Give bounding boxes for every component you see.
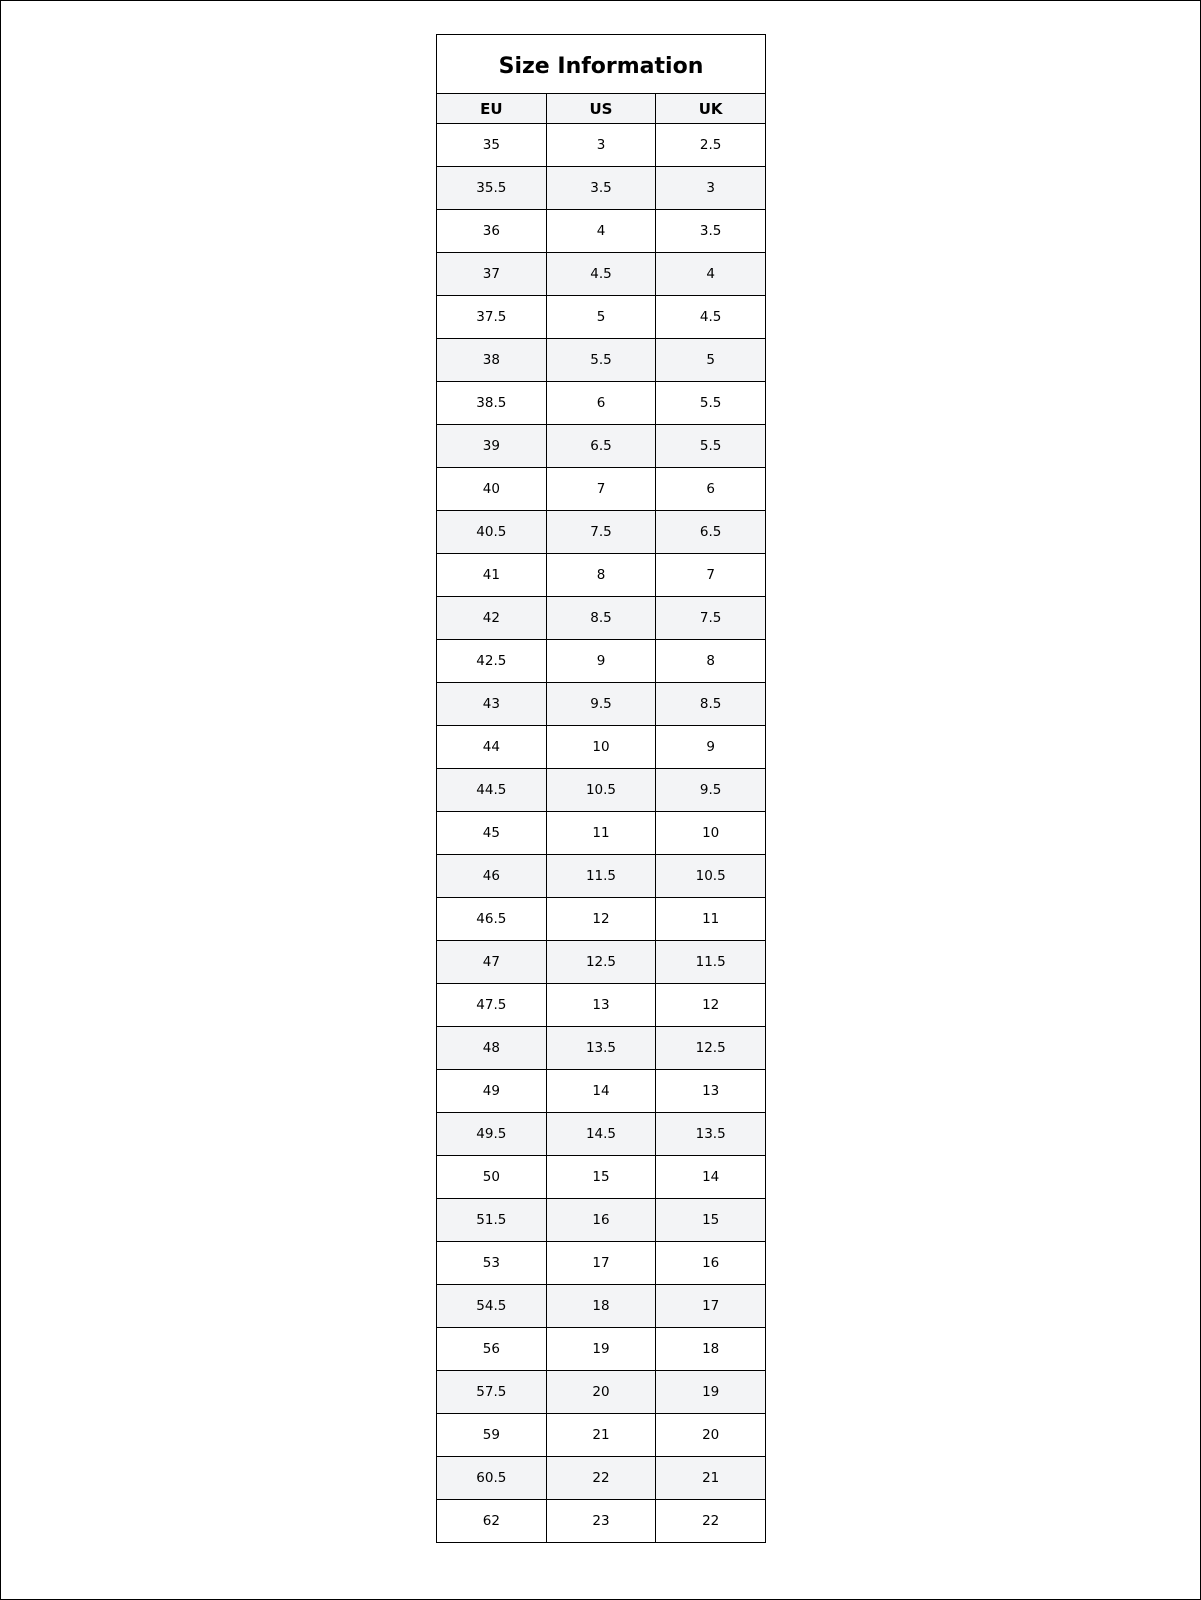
cell-eu: 48 bbox=[437, 1027, 547, 1070]
cell-uk: 9 bbox=[656, 726, 766, 769]
cell-uk: 5.5 bbox=[656, 425, 766, 468]
cell-uk: 19 bbox=[656, 1371, 766, 1414]
cell-uk: 10.5 bbox=[656, 855, 766, 898]
cell-uk: 4.5 bbox=[656, 296, 766, 339]
cell-us: 3 bbox=[546, 124, 656, 167]
column-header-eu: EU bbox=[437, 94, 547, 124]
cell-uk: 10 bbox=[656, 812, 766, 855]
cell-uk: 5 bbox=[656, 339, 766, 382]
cell-us: 12 bbox=[546, 898, 656, 941]
cell-us: 8 bbox=[546, 554, 656, 597]
cell-eu: 47 bbox=[437, 941, 547, 984]
table-row bbox=[437, 1027, 766, 1070]
cell-eu: 54.5 bbox=[437, 1285, 547, 1328]
cell-us: 16 bbox=[546, 1199, 656, 1242]
cell-uk: 20 bbox=[656, 1414, 766, 1457]
table-row bbox=[437, 1371, 766, 1414]
table-row bbox=[437, 124, 766, 167]
cell-us: 6.5 bbox=[546, 425, 656, 468]
cell-eu: 49 bbox=[437, 1070, 547, 1113]
cell-eu: 35.5 bbox=[437, 167, 547, 210]
cell-us: 21 bbox=[546, 1414, 656, 1457]
cell-eu: 60.5 bbox=[437, 1457, 547, 1500]
cell-us: 12.5 bbox=[546, 941, 656, 984]
cell-us: 9.5 bbox=[546, 683, 656, 726]
cell-uk: 7.5 bbox=[656, 597, 766, 640]
table-row bbox=[437, 425, 766, 468]
table-row bbox=[437, 296, 766, 339]
cell-eu: 49.5 bbox=[437, 1113, 547, 1156]
table-row bbox=[437, 1328, 766, 1371]
table-row bbox=[437, 1414, 766, 1457]
title-row bbox=[437, 35, 766, 94]
cell-eu: 37 bbox=[437, 253, 547, 296]
cell-eu: 44.5 bbox=[437, 769, 547, 812]
cell-uk: 12 bbox=[656, 984, 766, 1027]
table-row bbox=[437, 468, 766, 511]
cell-eu: 43 bbox=[437, 683, 547, 726]
cell-us: 4 bbox=[546, 210, 656, 253]
table-row bbox=[437, 812, 766, 855]
cell-uk: 9.5 bbox=[656, 769, 766, 812]
cell-uk: 22 bbox=[656, 1500, 766, 1543]
cell-eu: 57.5 bbox=[437, 1371, 547, 1414]
cell-us: 7 bbox=[546, 468, 656, 511]
cell-eu: 46.5 bbox=[437, 898, 547, 941]
table-row bbox=[437, 1500, 766, 1543]
table-row bbox=[437, 1070, 766, 1113]
table-row bbox=[437, 726, 766, 769]
table-row bbox=[437, 597, 766, 640]
cell-us: 15 bbox=[546, 1156, 656, 1199]
cell-eu: 59 bbox=[437, 1414, 547, 1457]
cell-eu: 40 bbox=[437, 468, 547, 511]
cell-eu: 56 bbox=[437, 1328, 547, 1371]
cell-eu: 37.5 bbox=[437, 296, 547, 339]
cell-uk: 13.5 bbox=[656, 1113, 766, 1156]
table-row bbox=[437, 640, 766, 683]
cell-us: 22 bbox=[546, 1457, 656, 1500]
header-row bbox=[437, 94, 766, 124]
cell-us: 14 bbox=[546, 1070, 656, 1113]
cell-eu: 53 bbox=[437, 1242, 547, 1285]
table-row bbox=[437, 683, 766, 726]
table-row bbox=[437, 1199, 766, 1242]
cell-uk: 17 bbox=[656, 1285, 766, 1328]
cell-us: 14.5 bbox=[546, 1113, 656, 1156]
cell-us: 18 bbox=[546, 1285, 656, 1328]
cell-uk: 18 bbox=[656, 1328, 766, 1371]
cell-uk: 6.5 bbox=[656, 511, 766, 554]
cell-us: 10 bbox=[546, 726, 656, 769]
cell-us: 3.5 bbox=[546, 167, 656, 210]
table-row bbox=[437, 984, 766, 1027]
cell-eu: 39 bbox=[437, 425, 547, 468]
cell-uk: 5.5 bbox=[656, 382, 766, 425]
cell-eu: 42.5 bbox=[437, 640, 547, 683]
cell-eu: 42 bbox=[437, 597, 547, 640]
cell-us: 11.5 bbox=[546, 855, 656, 898]
table-title: Size Information bbox=[437, 35, 766, 94]
cell-eu: 40.5 bbox=[437, 511, 547, 554]
column-header-uk: UK bbox=[656, 94, 766, 124]
cell-eu: 46 bbox=[437, 855, 547, 898]
cell-uk: 12.5 bbox=[656, 1027, 766, 1070]
cell-us: 7.5 bbox=[546, 511, 656, 554]
cell-uk: 7 bbox=[656, 554, 766, 597]
cell-us: 9 bbox=[546, 640, 656, 683]
cell-us: 17 bbox=[546, 1242, 656, 1285]
cell-us: 11 bbox=[546, 812, 656, 855]
table-row bbox=[437, 1113, 766, 1156]
cell-us: 8.5 bbox=[546, 597, 656, 640]
table-row bbox=[437, 511, 766, 554]
cell-eu: 41 bbox=[437, 554, 547, 597]
cell-us: 5 bbox=[546, 296, 656, 339]
cell-uk: 13 bbox=[656, 1070, 766, 1113]
cell-uk: 11 bbox=[656, 898, 766, 941]
cell-eu: 50 bbox=[437, 1156, 547, 1199]
cell-uk: 11.5 bbox=[656, 941, 766, 984]
size-chart-table bbox=[436, 34, 766, 1543]
cell-eu: 45 bbox=[437, 812, 547, 855]
cell-uk: 15 bbox=[656, 1199, 766, 1242]
cell-eu: 38 bbox=[437, 339, 547, 382]
size-rows bbox=[437, 124, 766, 1543]
table-row bbox=[437, 1242, 766, 1285]
cell-uk: 2.5 bbox=[656, 124, 766, 167]
column-header-us: US bbox=[546, 94, 656, 124]
cell-us: 20 bbox=[546, 1371, 656, 1414]
cell-uk: 3.5 bbox=[656, 210, 766, 253]
cell-us: 23 bbox=[546, 1500, 656, 1543]
cell-uk: 3 bbox=[656, 167, 766, 210]
cell-us: 19 bbox=[546, 1328, 656, 1371]
cell-eu: 44 bbox=[437, 726, 547, 769]
cell-eu: 36 bbox=[437, 210, 547, 253]
table-row bbox=[437, 382, 766, 425]
cell-us: 10.5 bbox=[546, 769, 656, 812]
cell-uk: 8.5 bbox=[656, 683, 766, 726]
cell-us: 6 bbox=[546, 382, 656, 425]
table-row bbox=[437, 941, 766, 984]
table-row bbox=[437, 1457, 766, 1500]
cell-eu: 38.5 bbox=[437, 382, 547, 425]
table-row bbox=[437, 253, 766, 296]
cell-eu: 51.5 bbox=[437, 1199, 547, 1242]
table-row bbox=[437, 855, 766, 898]
cell-uk: 8 bbox=[656, 640, 766, 683]
cell-uk: 14 bbox=[656, 1156, 766, 1199]
table-row bbox=[437, 554, 766, 597]
cell-uk: 6 bbox=[656, 468, 766, 511]
cell-us: 4.5 bbox=[546, 253, 656, 296]
cell-us: 5.5 bbox=[546, 339, 656, 382]
cell-uk: 16 bbox=[656, 1242, 766, 1285]
table-row bbox=[437, 339, 766, 382]
cell-us: 13.5 bbox=[546, 1027, 656, 1070]
cell-uk: 21 bbox=[656, 1457, 766, 1500]
cell-eu: 35 bbox=[437, 124, 547, 167]
table-row bbox=[437, 210, 766, 253]
table-row bbox=[437, 167, 766, 210]
table-row bbox=[437, 1156, 766, 1199]
table-row bbox=[437, 1285, 766, 1328]
cell-us: 13 bbox=[546, 984, 656, 1027]
table-row bbox=[437, 898, 766, 941]
cell-uk: 4 bbox=[656, 253, 766, 296]
cell-eu: 62 bbox=[437, 1500, 547, 1543]
cell-eu: 47.5 bbox=[437, 984, 547, 1027]
table-row bbox=[437, 769, 766, 812]
